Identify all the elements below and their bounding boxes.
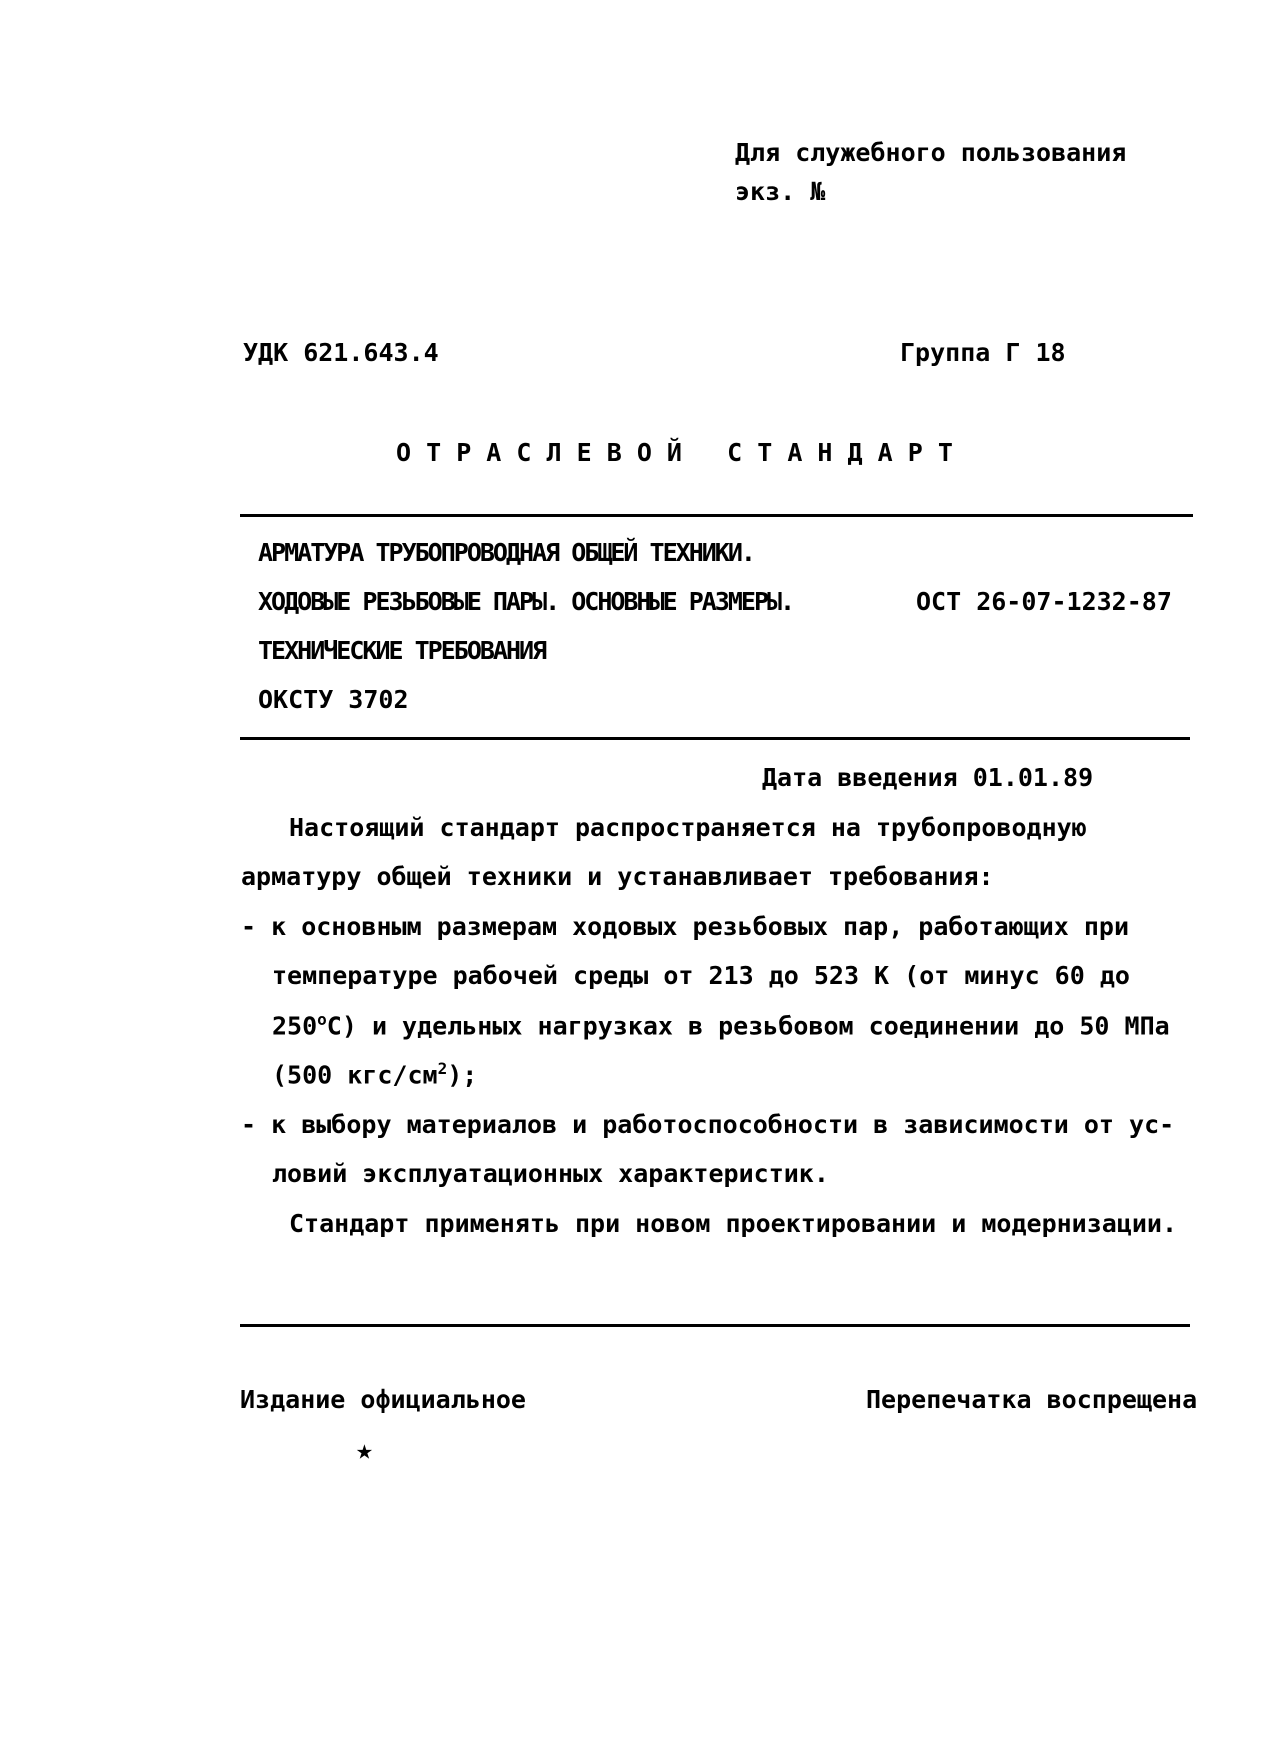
squared-mark: 2: [437, 1059, 448, 1078]
classifier-code: ОКСТУ 3702: [258, 685, 409, 714]
bullet-1-line-3: [272, 1010, 1170, 1040]
temperature-value: 250: [272, 1011, 318, 1041]
pressure-value: (500 кгс/см: [272, 1060, 438, 1090]
group-code: Группа Г 18: [900, 338, 1066, 367]
standard-number: ОСТ 26-07-1232-87: [916, 587, 1172, 616]
top-rule: [240, 514, 1193, 517]
official-edition-label: Издание официальное: [240, 1385, 526, 1414]
bullet-1-line-1: - к основным размерам ходовых резьбовых пар, работающих при: [241, 912, 1130, 941]
paragraph-1-line-1: Настоящий стандарт распространяется на трубопроводную: [289, 813, 1087, 842]
paragraph-1-line-2: арматуру общей техники и устанавливает требования:: [241, 862, 994, 891]
bullet-1-line-3-rest: С) и удельных нагрузках в резьбовом соединении до 50 МПа: [326, 1011, 1170, 1041]
document-type-heading: О Т Р А С Л Е В О Й С Т А Н Д А Р Т: [396, 438, 953, 467]
footer-rule: [240, 1324, 1190, 1327]
udk-code: УДК 621.643.4: [243, 338, 439, 367]
introduction-date: Дата введения 01.01.89: [762, 763, 1094, 792]
star-mark: ★: [356, 1433, 373, 1466]
degree-mark: о: [317, 1010, 327, 1029]
reprint-prohibited-label: Перепечатка воспрещена: [866, 1385, 1198, 1414]
bullet-1-line-2: температуре рабочей среды от 213 до 523 К (от минус 60 до: [272, 961, 1130, 990]
paragraph-2: Стандарт применять при новом проектировании и модернизации.: [289, 1209, 1178, 1238]
bullet-2-line-2: ловий эксплуатационных характеристик.: [272, 1159, 829, 1188]
bullet-1-line-4-end: );: [447, 1060, 478, 1090]
bottom-title-rule: [240, 737, 1190, 740]
title-line-3: ТЕХНИЧЕСКИЕ ТРЕБОВАНИЯ: [258, 636, 546, 665]
classification-line-1: Для служебного пользования: [735, 138, 1127, 167]
title-line-1: АРМАТУРА ТРУБОПРОВОДНАЯ ОБЩЕЙ ТЕХНИКИ.: [258, 538, 754, 567]
bullet-2-line-1: - к выбору материалов и работоспособности в зависимости от ус-: [241, 1110, 1175, 1139]
title-line-2: ХОДОВЫЕ РЕЗЬБОВЫЕ ПАРЫ. ОСНОВНЫЕ РАЗМЕРЫ.: [258, 587, 794, 616]
classification-line-2: экз. №: [735, 177, 826, 206]
bullet-1-line-4: [272, 1059, 477, 1089]
